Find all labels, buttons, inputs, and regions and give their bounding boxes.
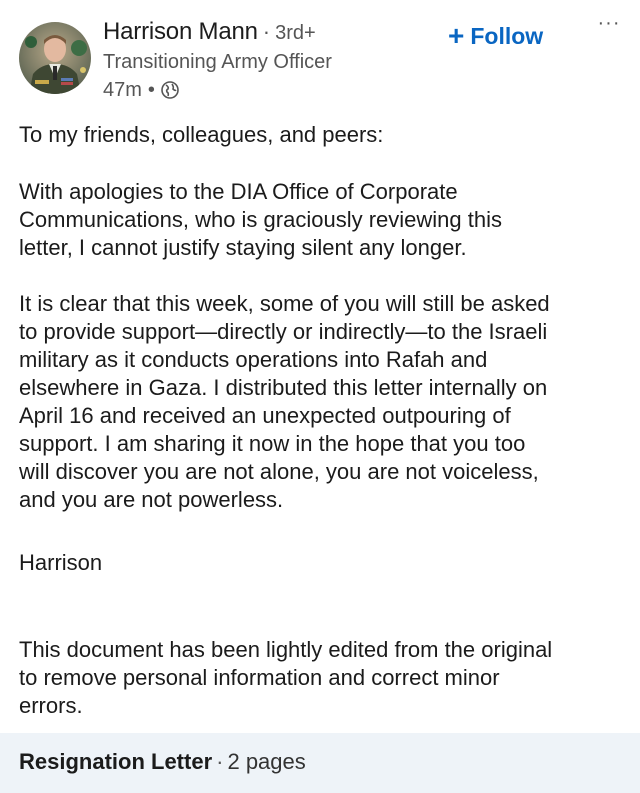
post-meta [103, 78, 179, 102]
document-title-line [19, 749, 306, 775]
author-headline: Transitioning Army Officer [103, 51, 332, 73]
document-title: Resignation Letter [19, 749, 213, 774]
document-separator: · [216, 749, 224, 774]
document-page-count: 2 pages [227, 749, 306, 774]
meta-separator: • [147, 78, 155, 101]
more-options-icon[interactable]: ··· [597, 12, 621, 34]
name-separator: · [262, 19, 271, 44]
profile-photo [19, 22, 91, 94]
follow-label: Follow [470, 22, 544, 49]
post-paragraph-main: It is clear that this week, some of you will still be asked to provide support—directly or indirectly—to the Israeli military as it conducts operations into Rafah and elsewhere in Gaza. I distributed this letter internally on April 16 and received an unexpected outpouring of support. I am sharing it now in the hope that you too will discover you are not alone, you are not voiceless, and you are not powerless. [19, 291, 550, 512]
plus-icon: + [448, 20, 465, 51]
connection-degree: 3rd+ [275, 22, 316, 44]
post-paragraph-apology: With apologies to the DIA Office of Corporate Communications, who is graciously reviewing this letter, I cannot justify staying silent any longer. [19, 179, 502, 260]
globe-icon [161, 81, 179, 99]
avatar[interactable] [19, 22, 91, 94]
post-header [0, 0, 640, 110]
author-line [103, 18, 316, 50]
post-time: 47m [103, 78, 142, 101]
document-attachment[interactable] [0, 733, 640, 793]
post-edit-note: This document has been lightly edited from the original to remove personal information and correct minor errors. [19, 637, 553, 718]
post-greeting: To my friends, colleagues, and peers: [19, 122, 384, 147]
author-name[interactable]: Harrison Mann [103, 18, 258, 45]
post-signature: Harrison [19, 550, 103, 575]
follow-button[interactable] [448, 18, 543, 54]
